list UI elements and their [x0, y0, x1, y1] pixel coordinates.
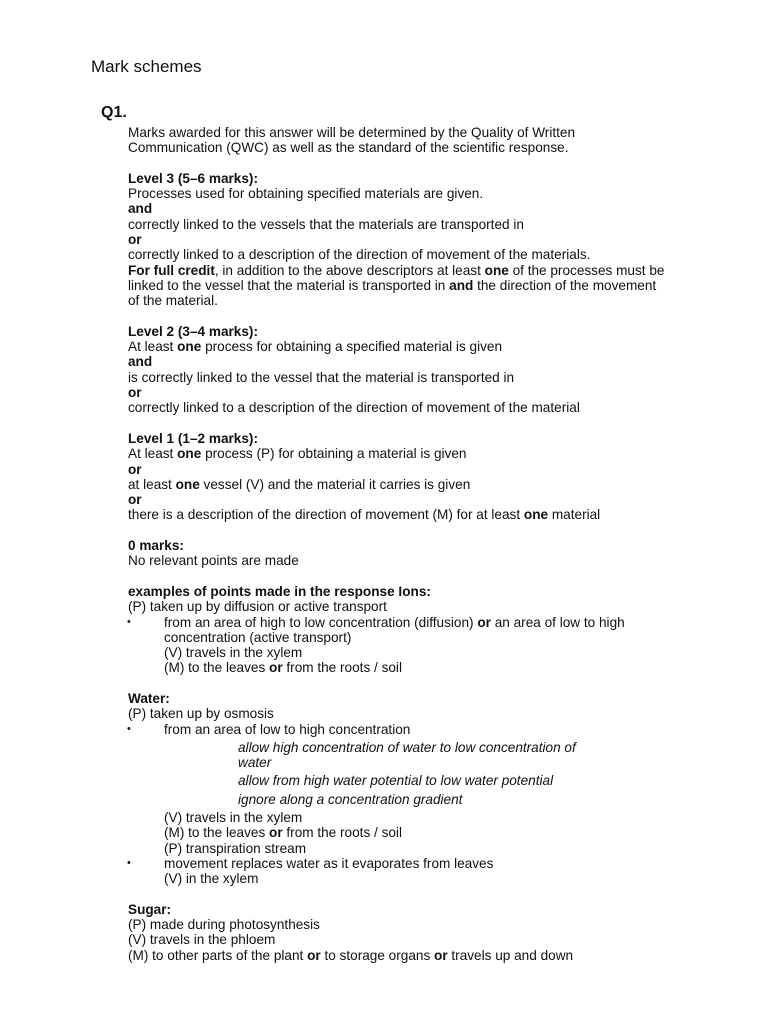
connector-or: or — [128, 385, 142, 401]
ions-heading: examples of points made in the response Ions: — [128, 583, 431, 599]
level3-line: correctly linked to the vessels that the materials are transported in — [128, 216, 524, 232]
full-credit-line: For full credit, in addition to the above descriptors at least one of the processes must be — [128, 262, 665, 278]
level3-line: Processes used for obtaining specified materials are given. — [128, 186, 484, 202]
connector-or: or — [128, 492, 142, 508]
question-label: Q1. — [101, 104, 127, 121]
connector-and: and — [128, 201, 153, 217]
level2-line: is correctly linked to the vessel that the material is transported in — [128, 369, 515, 385]
sugar-heading: Sugar: — [128, 901, 172, 917]
bullet-item: • movement replaces water as it evaporates from leaves — [128, 856, 728, 871]
water-line: (M) to the leaves or from the roots / soil — [164, 825, 402, 841]
level2-heading: Level 2 (3–4 marks): — [128, 323, 258, 339]
allow-note: allow from high water potential to low water potential — [238, 773, 554, 789]
ions-line: (V) travels in the xylem — [164, 645, 303, 661]
connector-or: or — [128, 461, 142, 477]
water-line: (P) taken up by osmosis — [128, 706, 274, 722]
sugar-line: (V) travels in the phloem — [128, 932, 276, 948]
full-credit-line: linked to the vessel that the material is transported in and the direction of the movement — [128, 277, 657, 293]
sugar-line: (P) made during photosynthesis — [128, 917, 320, 933]
sugar-line: (M) to other parts of the plant or to storage organs or travels up and down — [128, 947, 574, 963]
connector-or: or — [128, 232, 142, 248]
level1-line: at least one vessel (V) and the material it carries is given — [128, 476, 471, 492]
ions-line: (M) to the leaves or from the roots / soil — [164, 660, 402, 676]
level1-line: there is a description of the direction of movement (M) for at least one material — [128, 507, 601, 523]
zero-marks-line: No relevant points are made — [128, 553, 299, 569]
water-line: (V) travels in the xylem — [164, 810, 303, 826]
connector-and: and — [128, 354, 153, 370]
bullet-item: • from an area of low to high concentration — [128, 722, 728, 737]
level1-line: At least one process (P) for obtaining a material is given — [128, 446, 467, 462]
water-line: (V) in the xylem — [164, 871, 259, 887]
level2-line: At least one process for obtaining a specified material is given — [128, 339, 503, 355]
bullet-continuation: concentration (active transport) — [164, 629, 352, 645]
intro-line: Marks awarded for this answer will be determined by the Quality of Written — [128, 125, 576, 140]
page-title: Mark schemes — [91, 57, 202, 76]
allow-note: allow high concentration of water to low concentration of water — [238, 739, 576, 771]
level3-line: correctly linked to a description of the direction of movement of the materials. — [128, 247, 591, 263]
level3-heading: Level 3 (5–6 marks): — [128, 170, 258, 186]
intro-line: Communication (QWC) as well as the standard of the scientific response. — [128, 140, 569, 156]
mark-scheme-body — [128, 125, 728, 963]
ions-line: (P) taken up by diffusion or active transport — [128, 599, 387, 615]
level1-heading: Level 1 (1–2 marks): — [128, 430, 258, 446]
water-heading: Water: — [128, 690, 170, 706]
ignore-note: ignore along a concentration gradient — [238, 791, 463, 807]
level2-line: correctly linked to a description of the direction of movement of the material — [128, 400, 580, 416]
water-line: (P) transpiration stream — [164, 840, 307, 856]
full-credit-line: of the material. — [128, 293, 218, 309]
bullet-item: • from an area of high to low concentration (diffusion) or an area of low to high — [128, 615, 728, 630]
zero-marks-heading: 0 marks: — [128, 538, 184, 554]
